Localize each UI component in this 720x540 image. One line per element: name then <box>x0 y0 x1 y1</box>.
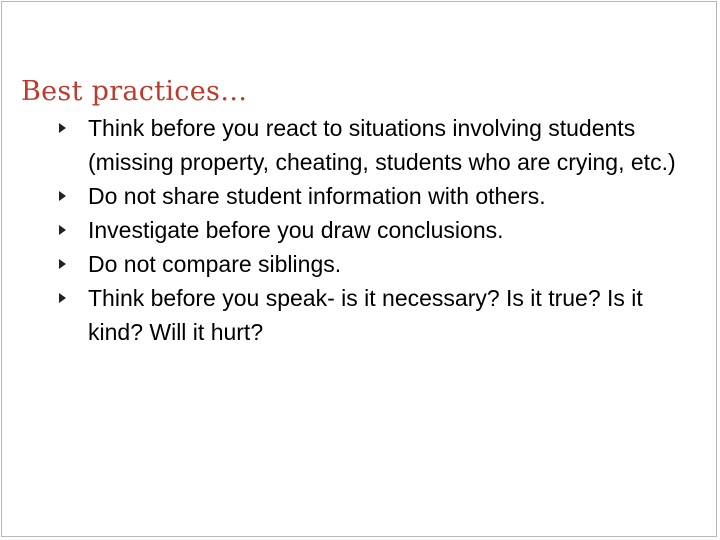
triangle-right-icon <box>59 191 66 201</box>
bullet-item <box>56 247 696 281</box>
bullet-text: Do not share student information with others. <box>88 183 546 209</box>
bullet-text: Think before you react to situations involving students (missing property, cheating, students who are crying, etc.) <box>88 115 676 175</box>
bullet-list <box>56 111 696 349</box>
bullet-item <box>56 111 696 179</box>
bullet-item <box>56 179 696 213</box>
triangle-right-icon <box>59 293 66 303</box>
bullet-item <box>56 213 696 247</box>
slide <box>1 1 717 537</box>
slide-title: Best practices… <box>21 76 248 107</box>
triangle-right-icon <box>59 225 66 235</box>
triangle-right-icon <box>59 259 66 269</box>
bullet-text: Investigate before you draw conclusions. <box>88 217 504 243</box>
bullet-item <box>56 281 696 349</box>
triangle-right-icon <box>59 123 66 133</box>
bullet-text: Do not compare siblings. <box>88 251 342 277</box>
bullet-text: Think before you speak- is it necessary? Is it true? Is it kind? Will it hurt? <box>88 285 643 345</box>
